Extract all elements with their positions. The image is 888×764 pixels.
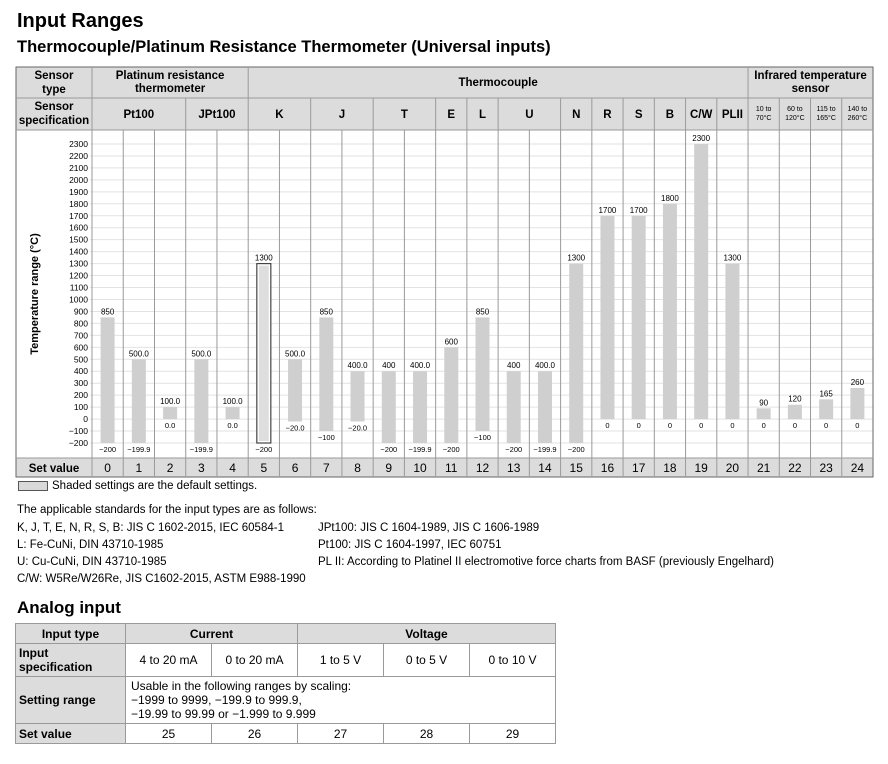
y-tick-label: 1800: [69, 198, 88, 209]
legend: [18, 480, 257, 492]
sensor-spec-label: Sensor: [34, 101, 74, 113]
range-bar: [351, 371, 365, 421]
range-bar: [163, 407, 177, 419]
default-range-bar-fill: [259, 266, 269, 441]
spec-cell: 0 to 10 V: [470, 644, 556, 677]
set-value: 4: [229, 461, 236, 475]
bar-max-label: 400.0: [410, 361, 431, 371]
set-value: 15: [569, 461, 583, 475]
bar-min-label: −20.0: [285, 423, 305, 433]
y-tick-label: 900: [73, 306, 88, 317]
bar-min-label: −199.9: [408, 444, 432, 454]
input-spec-label: Input specification: [16, 644, 126, 677]
bar-max-label: 1700: [598, 205, 617, 215]
y-tick-label: −200: [68, 438, 88, 448]
set-value: 6: [291, 461, 299, 475]
bar-min-label: −200: [380, 445, 398, 454]
set-value: 23: [819, 461, 833, 475]
spec-label: U: [525, 109, 534, 121]
set-value-cell: 28: [384, 724, 470, 744]
set-value: 18: [663, 461, 677, 475]
y-tick-label: −100: [68, 426, 88, 437]
range-bar: [319, 317, 333, 431]
spec-cell: 1 to 5 V: [298, 644, 384, 677]
y-tick-label: 700: [73, 330, 88, 341]
set-value: 9: [385, 461, 393, 475]
bar-max-label: 2300: [692, 134, 711, 143]
range-bar: [725, 264, 739, 419]
bar-max-label: 850: [475, 307, 490, 317]
spec-label: 60 to: [787, 106, 803, 113]
set-value-cell: 27: [298, 724, 384, 744]
analog-input-table: [15, 623, 556, 744]
bar-max-label: 400: [382, 361, 396, 371]
spec-label: L: [478, 109, 487, 121]
legend-text: Shaded settings are the default settings.: [52, 480, 258, 492]
set-value-label: Set value: [16, 724, 126, 744]
set-value: 0: [104, 461, 111, 475]
bar-max-label: 400.0: [534, 361, 555, 371]
spec-label: K: [275, 109, 284, 121]
standard-left-3: U: Cu-CuNi, DIN 43710-1985: [17, 556, 167, 568]
y-tick-label: 2200: [69, 150, 88, 161]
y-tick-label: 1000: [69, 294, 88, 305]
y-axis-title: Temperature range (°C): [29, 233, 41, 355]
set-value-cell: 29: [470, 724, 556, 744]
range-bar: [101, 317, 115, 443]
range-bar: [194, 359, 208, 443]
set-value: 8: [354, 461, 361, 475]
bar-max-label: 600: [444, 337, 458, 347]
spec-label: 10 to: [755, 106, 772, 113]
range-bar: [382, 371, 396, 443]
spec-label: 115 to: [816, 106, 836, 113]
setting-range-line: Usable in the following ranges by scaling:: [131, 679, 352, 693]
bar-max-label: 850: [100, 307, 115, 317]
setting-range-label: Setting range: [16, 677, 126, 724]
bar-max-label: 400: [507, 361, 521, 371]
spec-label: R: [603, 109, 612, 121]
range-bar: [569, 264, 583, 443]
spec-label: E: [447, 109, 456, 121]
y-tick-label: 1600: [69, 222, 88, 233]
setting-range-line: −1999 to 9999, −199.9 to 999.9,: [131, 693, 302, 707]
set-value: 13: [507, 461, 521, 475]
spec-label: 120°C: [785, 115, 805, 122]
spec-label: 140 to: [847, 106, 868, 113]
range-bar: [288, 359, 302, 421]
spec-label: T: [400, 109, 408, 121]
bar-max-label: 120: [788, 394, 802, 404]
y-tick-label: 300: [73, 378, 88, 389]
group-platinum: Platinum resistance: [115, 70, 225, 82]
bar-min-label: 0: [636, 421, 641, 431]
spec-cell: 0 to 5 V: [384, 644, 470, 677]
range-bar: [507, 371, 521, 443]
y-tick-label: 100: [73, 402, 88, 413]
range-bar: [694, 144, 708, 419]
spec-label: J: [338, 109, 346, 121]
set-value: 19: [694, 461, 708, 475]
set-value: 24: [850, 461, 865, 475]
bar-max-label: 500.0: [285, 349, 306, 359]
default-swatch: [18, 481, 48, 491]
sensor-type-label: Sensor: [34, 70, 74, 82]
analog-set-value-row: [16, 724, 556, 744]
y-tick-label: 500: [73, 354, 88, 365]
set-value: 1: [135, 461, 143, 475]
spec-label: Pt100: [123, 109, 155, 121]
set-value: 2: [166, 461, 174, 475]
page-subtitle: Thermocouple/Platinum Resistance Thermometer (Universal inputs): [17, 38, 551, 56]
analog-input-title: Analog input: [17, 598, 121, 617]
set-value: 14: [538, 461, 552, 475]
y-tick-label: 600: [73, 342, 88, 353]
analog-header-row: [16, 624, 556, 644]
bar-min-label: −199.9: [189, 444, 213, 454]
range-bar: [132, 359, 146, 443]
standard-right-3: PL II: According to Platinel II electromotive force charts from BASF (previously Engelhard): [318, 556, 774, 568]
bar-min-label: −200: [99, 445, 117, 454]
bar-min-label: −200: [442, 445, 460, 454]
y-tick-label: 2100: [69, 162, 88, 173]
range-bar: [819, 399, 833, 419]
range-bar: [444, 347, 458, 443]
bar-min-label: 0: [855, 421, 860, 431]
bar-min-label: 0: [761, 421, 766, 431]
bar-min-label: −200: [255, 445, 273, 454]
y-tick-label: 2000: [69, 174, 88, 185]
setting-range-line: −19.99 to 99.99 or −1.999 to 9.999: [131, 707, 316, 721]
bar-max-label: 90: [759, 398, 769, 408]
analog-range-row: [16, 677, 556, 724]
bar-min-label: −20.0: [348, 423, 368, 433]
spec-cell: 4 to 20 mA: [126, 644, 212, 677]
set-value: 11: [445, 461, 458, 475]
y-tick-label: 2300: [69, 139, 88, 149]
y-tick-label: 1400: [69, 246, 88, 257]
set-value: 20: [725, 461, 740, 475]
y-tick-label: 1300: [69, 258, 88, 269]
standards-intro: The applicable standards for the input types are as follows:: [17, 504, 317, 516]
set-value-cell: 25: [126, 724, 212, 744]
sensor-spec-label: specification: [18, 115, 90, 127]
set-value: 10: [413, 461, 427, 475]
bar-min-label: −199.9: [127, 444, 151, 454]
range-bar: [850, 388, 864, 419]
bar-min-label: 0: [824, 421, 829, 431]
y-tick-label: 1500: [69, 234, 88, 245]
spec-label: C/W: [690, 109, 713, 121]
spec-label: 165°C: [816, 115, 836, 122]
set-value: 16: [600, 461, 615, 475]
range-bar: [476, 317, 490, 431]
setting-range-cell: [126, 677, 556, 724]
bar-max-label: 100.0: [222, 397, 243, 407]
bar-max-label: 400.0: [347, 361, 368, 371]
bar-max-label: 1300: [254, 253, 273, 263]
y-tick-label: 1900: [69, 186, 88, 197]
range-bar: [663, 204, 677, 419]
range-bar: [632, 216, 646, 419]
set-value: 5: [260, 461, 268, 475]
bar-max-label: 500.0: [128, 349, 149, 359]
spec-label: JPt100: [198, 109, 236, 121]
standard-left-1: K, J, T, E, N, R, S, B: JIS C 1602-2015, IEC 60584-1: [17, 522, 284, 534]
bar-min-label: 0: [730, 421, 735, 431]
set-value: 3: [197, 461, 205, 475]
bar-max-label: 850: [319, 307, 333, 317]
range-bar: [226, 407, 240, 419]
set-value-cell: 26: [212, 724, 298, 744]
range-bar: [757, 408, 771, 419]
bar-min-label: 0: [667, 421, 673, 431]
y-tick-label: 400: [73, 366, 88, 377]
bar-min-label: −100: [474, 433, 491, 443]
bar-min-label: 0: [792, 421, 797, 431]
y-tick-label: 0: [83, 414, 88, 425]
standard-right-1: JPt100: JIS C 1604-1989, JIS C 1606-1989: [318, 522, 540, 534]
spec-cell: 0 to 20 mA: [212, 644, 298, 677]
bar-max-label: 100.0: [160, 397, 181, 407]
set-value-label: Set value: [28, 463, 80, 475]
y-tick-label: 200: [73, 390, 88, 401]
bar-max-label: 500.0: [191, 349, 212, 359]
bar-max-label: 165: [819, 389, 833, 399]
spec-label: PLII: [721, 109, 743, 121]
bar-min-label: 0.0: [227, 421, 238, 431]
group-infrared: Infrared temperature: [754, 70, 867, 82]
bar-min-label: 0.0: [164, 421, 176, 431]
spec-label: 70°C: [755, 115, 772, 122]
range-bar: [600, 216, 614, 419]
set-value: 17: [632, 461, 646, 475]
spec-label: B: [665, 109, 675, 121]
spec-label: N: [572, 109, 581, 121]
bar-min-label: 0: [605, 421, 610, 431]
bar-min-label: −100: [317, 433, 335, 443]
set-value: 21: [756, 461, 771, 475]
bar-min-label: −200: [505, 445, 523, 454]
group-platinum: thermometer: [134, 83, 206, 95]
voltage-header: Voltage: [298, 624, 556, 644]
spec-label: S: [634, 109, 643, 121]
set-value: 7: [322, 461, 330, 475]
bar-max-label: 1300: [567, 253, 586, 263]
y-tick-label: 1200: [69, 270, 88, 281]
set-value: 22: [788, 461, 802, 475]
range-bar: [538, 371, 552, 443]
bar-max-label: 260: [850, 377, 865, 387]
y-tick-label: 1100: [69, 282, 88, 293]
input-type-header: Input type: [16, 624, 126, 644]
group-thermocouple: Thermocouple: [458, 77, 538, 89]
bar-min-label: −199.9: [533, 444, 557, 454]
set-value: 12: [475, 461, 490, 475]
range-bar: [788, 405, 802, 419]
group-infrared: sensor: [791, 83, 830, 95]
current-header: Current: [126, 624, 298, 644]
y-tick-label: 800: [73, 318, 88, 329]
y-tick-label: 1700: [69, 210, 88, 221]
spec-label: 260°C: [847, 115, 868, 122]
page-title: Input Ranges: [17, 10, 144, 32]
bar-max-label: 1300: [723, 253, 742, 263]
standard-left-2: L: Fe-CuNi, DIN 43710-1985: [17, 539, 164, 551]
sensor-type-label: type: [42, 84, 66, 96]
bar-max-label: 1700: [629, 205, 648, 215]
bar-min-label: −200: [567, 445, 585, 454]
bar-max-label: 1800: [661, 193, 679, 203]
standard-right-2: Pt100: JIS C 1604-1997, IEC 60751: [318, 539, 502, 551]
range-bar: [413, 371, 427, 443]
standard-left-4: C/W: W5Re/W26Re, JIS C1602-2015, ASTM E988-1990: [17, 573, 306, 585]
bar-min-label: 0: [699, 421, 704, 431]
analog-spec-row: [16, 644, 556, 677]
